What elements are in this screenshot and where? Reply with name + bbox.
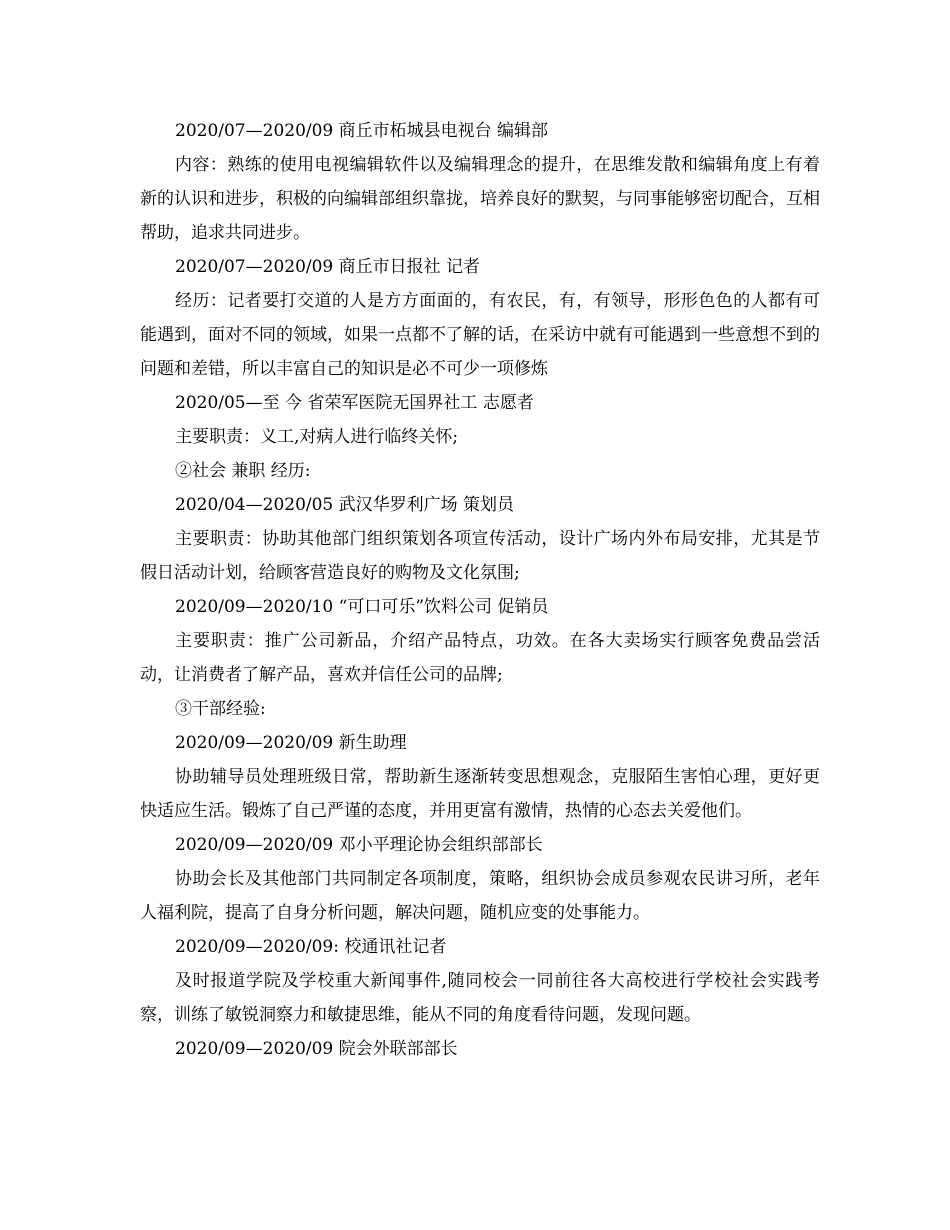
entry-heading-theory-association: 2020/09—2020/09 邓小平理论协会组织部部长 [175, 835, 543, 855]
entry-heading-volunteer: 2020/05—至 今 省荣军医院无国界社工 志愿者 [175, 393, 534, 413]
entry-description-volunteer: 主要职责：义工,对病人进行临终关怀; [175, 427, 459, 447]
entry-description-freshman-assistant: 协助辅导员处理班级日常，帮助新生逐渐转变思想观念，克服陌生害怕心理，更好更快适应生活。锻炼了自己严谨的态度，并用更富有激情，热情的心态去关爱他们。 [140, 767, 820, 821]
entry-heading-campus-reporter: 2020/09—2020/09: 校通讯社记者 [175, 937, 447, 957]
entry-heading-external-relations: 2020/09—2020/09 院会外联部部长 [175, 1039, 458, 1059]
entry-heading-plaza-planner: 2020/04—2020/05 武汉华罗利广场 策划员 [175, 495, 515, 515]
section-heading-part-time: ②社会 兼职 经历: [175, 461, 311, 481]
entry-heading-daily-newspaper: 2020/07—2020/09 商丘市日报社 记者 [175, 257, 481, 277]
entry-description-plaza-planner: 主要职责：协助其他部门组织策划各项宣传活动，设计广场内外布局安排，尤其是节假日活动计划，给顾客营造良好的购物及文化氛围; [140, 529, 820, 583]
entry-description-theory-association: 协助会长及其他部门共同制定各项制度，策略，组织协会成员参观农民讲习所，老年人福利院，提高了自身分析问题，解决问题，随机应变的处事能力。 [140, 869, 820, 923]
section-heading-cadre-experience: ③干部经验: [175, 699, 266, 719]
entry-description-promoter: 主要职责：推广公司新品，介绍产品特点，功效。在各大卖场实行顾客免费品尝活动，让消费者了解产品，喜欢并信任公司的品牌; [140, 631, 820, 685]
entry-description-campus-reporter: 及时报道学院及学校重大新闻事件,随同校会一同前往各大高校进行学校社会实践考察，训练了敏锐洞察力和敏捷思维，能从不同的角度看待问题，发现问题。 [140, 971, 820, 1025]
entry-description-daily-newspaper: 经历：记者要打交道的人是方方面面的，有农民，有，有领导，形形色色的人都有可能遇到，面对不同的领域，如果一点都不了解的话，在采访中就有可能遇到一些意想不到的问题和差错，所以丰富自己的知识是必不可少一项修炼 [140, 291, 820, 379]
entry-heading-freshman-assistant: 2020/09—2020/09 新生助理 [175, 733, 407, 753]
document-body [140, 114, 820, 1066]
entry-description-tv-station: 内容：熟练的使用电视编辑软件以及编辑理念的提升，在思维发散和编辑角度上有着新的认识和进步，积极的向编辑部组织靠拢，培养良好的默契，与同事能够密切配合，互相帮助，追求共同进步。 [140, 155, 820, 243]
entry-heading-tv-station: 2020/07—2020/09 商丘市柘城县电视台 编辑部 [175, 121, 549, 141]
entry-heading-promoter: 2020/09—2020/10 “可口可乐”饮料公司 促销员 [175, 597, 549, 617]
